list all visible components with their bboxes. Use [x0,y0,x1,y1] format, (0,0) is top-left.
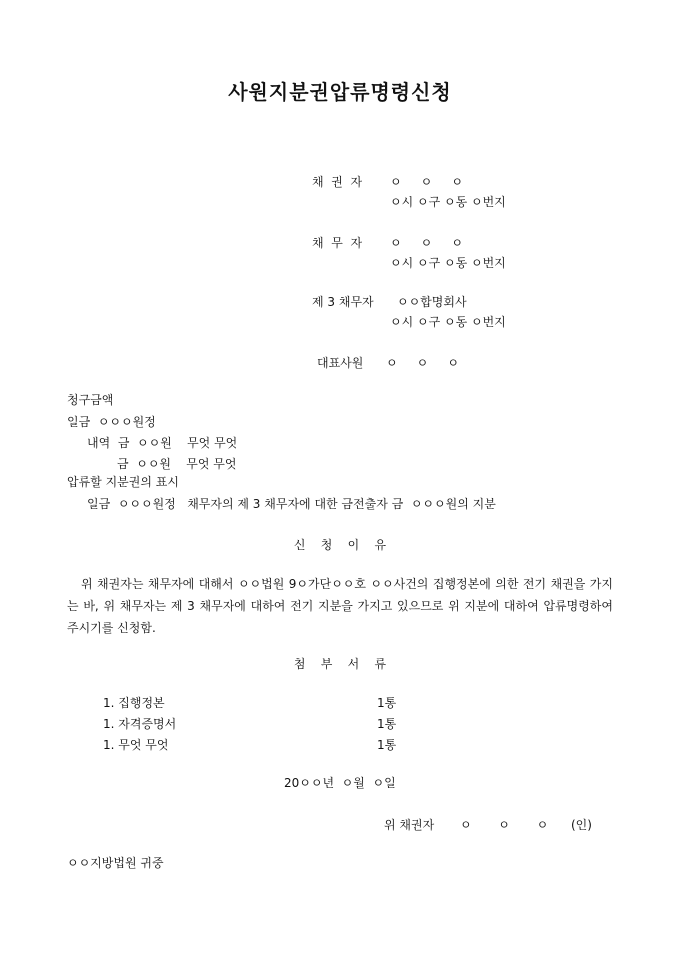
representative-name: ㅇ ㅇ ㅇ [386,356,459,370]
signature-label: 위 채권자 [384,818,435,832]
claim-detail-1: 내역 금 ㅇㅇ원 무엇 무엇 [87,436,238,450]
attachment-count: 1통 [377,696,397,710]
third-debtor-address: ㅇ시 ㅇ구 ㅇ동 ㅇ번지 [390,315,506,329]
claim-detail-2: 금 ㅇㅇ원 무엇 무엇 [117,457,237,471]
document-title: 사원지분권압류명령신청 [228,80,452,104]
attachment-count: 1통 [377,738,397,752]
third-debtor-label: 제 3 채무자 [312,295,374,309]
creditor-label: 채 권 자 [312,175,363,189]
signature-name: ㅇ ㅇ ㅇ [460,818,549,832]
seizure-heading: 압류할 지분권의 표시 [67,475,179,489]
attachment-name: 1. 집행정본 [103,696,165,710]
application-date: 20ㅇㅇ년 ㅇ월 ㅇ일 [284,776,396,790]
creditor-address: ㅇ시 ㅇ구 ㅇ동 ㅇ번지 [390,195,506,209]
debtor-name: ㅇ ㅇ ㅇ [390,236,463,250]
signature-seal: (인) [571,818,592,832]
third-debtor-name: ㅇㅇ합명회사 [397,295,467,309]
reason-heading: 신 청 이 유 [293,538,387,552]
reason-text: 위 채권자는 채무자에 대해서 ㅇㅇ법원 9ㅇ가단ㅇㅇ호 ㅇㅇ사건의 집행정본에 의한 전기 채권을 가지는 바, 위 채무자는 제 3 채무자에 대하여 전기 지분을 가지고 있으므로 위 지분에 대하여 압류명령하여 주시기를 신청함. [67,577,613,635]
court-addressee: ㅇㅇ지방법원 귀중 [67,856,164,870]
claim-total: 일금 ㅇㅇㅇ원정 [67,415,156,429]
attachment-count: 1통 [377,717,397,731]
debtor-label: 채 무 자 [312,236,363,250]
creditor-name: ㅇ ㅇ ㅇ [390,175,463,189]
attachment-name: 1. 무엇 무엇 [103,738,169,752]
debtor-address: ㅇ시 ㅇ구 ㅇ동 ㅇ번지 [390,256,506,270]
representative-label: 대표사원 [317,356,364,370]
claim-heading: 청구금액 [67,393,114,407]
attachment-name: 1. 자격증명서 [103,717,177,731]
attachments-heading: 첨 부 서 류 [293,657,387,671]
seizure-detail: 일금 ㅇㅇㅇ원정 채무자의 제 3 채무자에 대한 금전출자 금 ㅇㅇㅇ원의 지분 [87,497,496,511]
